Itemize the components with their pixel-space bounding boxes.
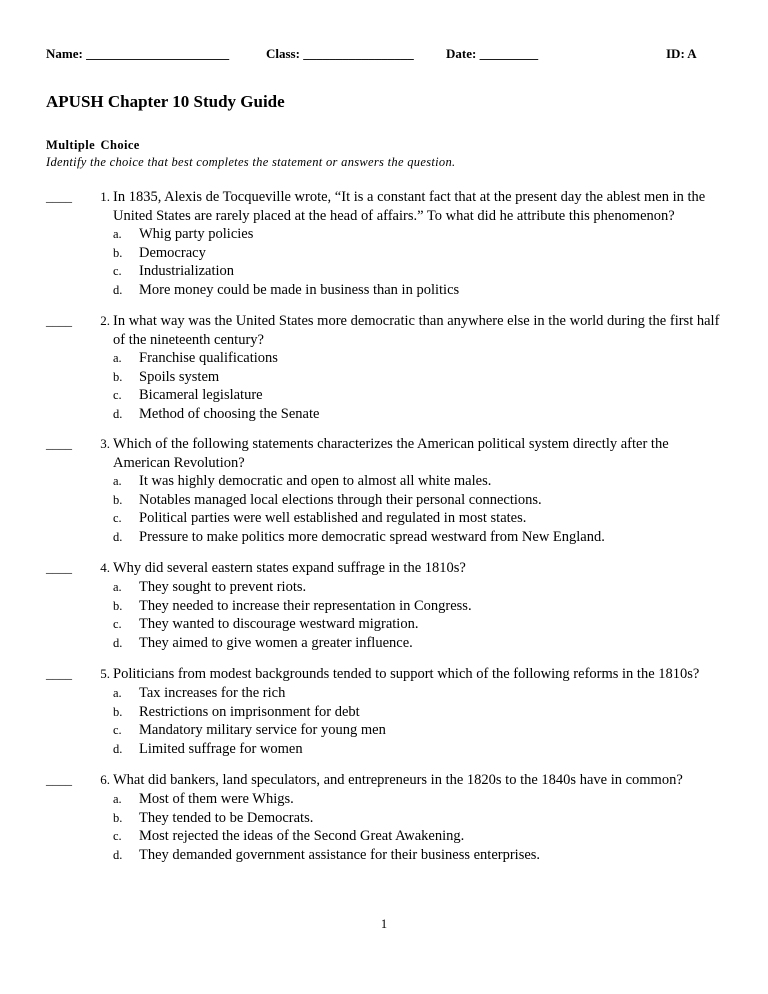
question-stem: In what way was the United States more democratic than anywhere else in the world during the first half of the nineteenth century? bbox=[113, 313, 720, 348]
choice-letter: a. bbox=[113, 474, 122, 488]
choice-letter: b. bbox=[113, 598, 123, 613]
choice-text: They aimed to give women a greater influence. bbox=[139, 634, 413, 651]
page-number: 1 bbox=[380, 917, 388, 931]
choice-text: Industrialization bbox=[139, 263, 235, 280]
answer-blank[interactable]: ____ bbox=[46, 313, 72, 328]
choice-text: They demanded government assistance for their business enterprises. bbox=[139, 846, 541, 863]
choice-text: Democracy bbox=[139, 244, 206, 261]
question-stem: Which of the following statements characterizes the American political system directly after the American Revolution? bbox=[113, 436, 669, 471]
choice-text: They sought to prevent riots. bbox=[139, 579, 307, 595]
choice-letter: c. bbox=[113, 723, 122, 738]
choice-text: More money could be made in business than in politics bbox=[139, 281, 460, 298]
choice-letter: c. bbox=[113, 388, 122, 403]
choice-letter: d. bbox=[113, 282, 123, 297]
choice-text: Method of choosing the Senate bbox=[139, 405, 320, 422]
choice-letter: a. bbox=[113, 686, 122, 700]
choice-text: They needed to increase their representation in Congress. bbox=[139, 597, 472, 614]
choice-letter: c. bbox=[113, 617, 122, 632]
choice-text: Political parties were well established and regulated in most states. bbox=[139, 510, 527, 527]
question-number: 3. bbox=[100, 436, 110, 451]
choice-letter: b. bbox=[113, 369, 123, 384]
choice-letter: d. bbox=[113, 529, 123, 544]
choice-letter: d. bbox=[113, 741, 123, 756]
question-number: 4. bbox=[100, 560, 110, 575]
choice-text: It was highly democratic and open to almost all white males. bbox=[139, 473, 492, 489]
answer-blank[interactable]: ____ bbox=[46, 189, 72, 204]
name-field: Name: ______________________ bbox=[46, 46, 230, 61]
choice-letter: a. bbox=[113, 792, 122, 806]
section-instructions: Identify the choice that best completes the statement or answers the question. bbox=[46, 155, 456, 169]
choice-letter: a. bbox=[113, 580, 122, 594]
choice-letter: b. bbox=[113, 704, 123, 719]
choice-letter: d. bbox=[113, 635, 123, 650]
question-number: 6. bbox=[100, 772, 110, 787]
answer-blank[interactable]: ____ bbox=[46, 772, 72, 787]
question-stem: Politicians from modest backgrounds tended to support which of the following reforms in the 1810s? bbox=[113, 666, 700, 682]
choice-letter: c. bbox=[113, 264, 122, 279]
choice-letter: d. bbox=[113, 847, 123, 862]
answer-blank[interactable]: ____ bbox=[46, 666, 72, 681]
choice-text: Restrictions on imprisonment for debt bbox=[139, 703, 360, 720]
question-number: 1. bbox=[100, 189, 110, 204]
choice-text: Most of them were Whigs. bbox=[139, 791, 294, 807]
choice-text: They tended to be Democrats. bbox=[139, 809, 314, 826]
section-title: Multiple Choice bbox=[46, 138, 140, 152]
choice-text: They wanted to discourage westward migration. bbox=[139, 616, 419, 633]
id-label: ID: A bbox=[666, 46, 697, 61]
choice-text: Franchise qualifications bbox=[139, 350, 278, 366]
question-stem: Why did several eastern states expand suffrage in the 1810s? bbox=[113, 560, 466, 576]
choice-text: Mandatory military service for young men bbox=[139, 722, 386, 739]
choice-letter: a. bbox=[113, 227, 122, 241]
answer-blank[interactable]: ____ bbox=[46, 436, 72, 451]
page-title: APUSH Chapter 10 Study Guide bbox=[46, 92, 285, 111]
choice-letter: d. bbox=[113, 406, 123, 421]
class-field: Class: _________________ bbox=[266, 46, 414, 61]
question-number: 5. bbox=[100, 666, 110, 681]
choice-letter: b. bbox=[113, 810, 123, 825]
choice-letter: c. bbox=[113, 829, 122, 844]
choice-text: Pressure to make politics more democratic spread westward from New England. bbox=[139, 528, 605, 545]
choice-letter: c. bbox=[113, 511, 122, 526]
choice-letter: b. bbox=[113, 245, 123, 260]
choice-text: Whig party policies bbox=[139, 226, 254, 242]
choice-text: Most rejected the ideas of the Second Great Awakening. bbox=[139, 828, 465, 845]
choice-letter: a. bbox=[113, 351, 122, 365]
question-stem: In 1835, Alexis de Tocqueville wrote, “It is a constant fact that at the present day the ablest men in the United States are rarely placed at the head of affairs.” To what did he attribute this phenomenon? bbox=[113, 189, 706, 224]
choice-text: Notables managed local elections through their personal connections. bbox=[139, 491, 542, 508]
answer-blank[interactable]: ____ bbox=[46, 560, 72, 575]
choice-text: Bicameral legislature bbox=[139, 387, 263, 404]
choice-text: Spoils system bbox=[139, 368, 220, 385]
question-stem: What did bankers, land speculators, and entrepreneurs in the 1820s to the 1840s have in common? bbox=[113, 772, 683, 788]
choice-text: Tax increases for the rich bbox=[139, 685, 286, 701]
question-number: 2. bbox=[100, 313, 110, 328]
choice-letter: b. bbox=[113, 492, 123, 507]
date-field: Date: _________ bbox=[446, 46, 539, 61]
choice-text: Limited suffrage for women bbox=[139, 740, 303, 757]
